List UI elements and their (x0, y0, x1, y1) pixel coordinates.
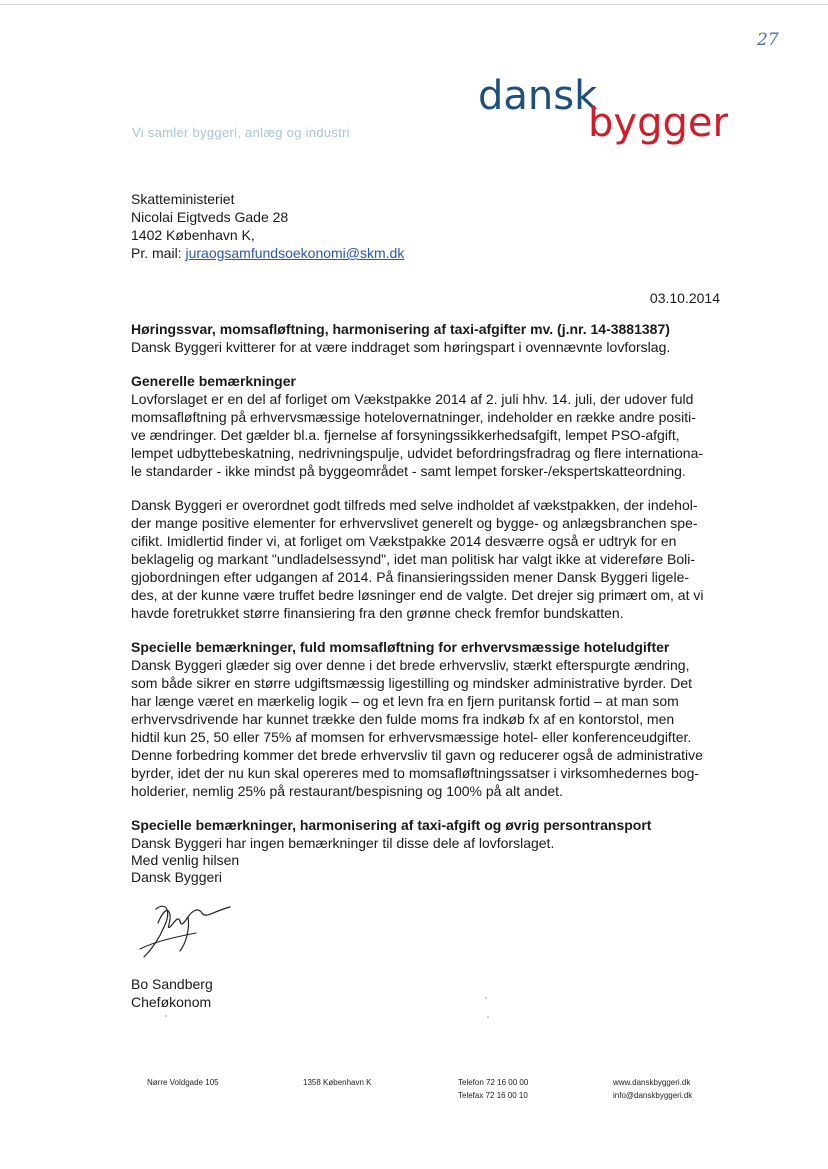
logo-tagline: Vi samler byggeri, anlæg og industri (132, 125, 350, 140)
text-line: som både sikrer en større udgiftsmæssig ligestilling og mindsker administrative byrder. Det (131, 675, 692, 691)
logo-text-dansk: dansk (478, 76, 598, 119)
footer-street: Nørre Voldgade 105 (147, 1078, 219, 1087)
text-line: le standarder - ikke mindst på byggeområdet - samt lempet forsker-/ekspertskatteordning. (131, 463, 686, 479)
footer-email[interactable]: info@danskbyggeri.dk (613, 1091, 693, 1100)
text-line: havde foretrukket større finansiering fra den grønne check fremfor bundskatten. (131, 605, 624, 621)
closing-org: Dansk Byggeri (131, 869, 223, 885)
intro-text: Dansk Byggeri kvitterer for at være inddraget som høringspart i ovennævnte lovforslag. (131, 339, 671, 355)
text-line: Lovforslaget er en del af forliget om Vækstpakke 2014 af 2. juli hhv. 14. juli, der udover fuld (131, 391, 694, 407)
recipient-address (131, 190, 404, 262)
text-line: beklagelig og markant "undladelsessynd", idet man politisk har valgt ikke at videreføre Boli- (131, 551, 695, 567)
general-section (131, 372, 721, 480)
dansk-byggeri-logo (478, 76, 728, 146)
signer-title: Cheføkonom (131, 994, 212, 1010)
text-line: Denne forbedring kommer det brede erhvervsliv til gavn og reducerer også de administrative (131, 747, 703, 763)
closing-block (131, 852, 239, 886)
handwritten-page-number: 27 (757, 30, 779, 50)
text-line: momsafløftning på erhvervsmæssige hotelovernatninger, indeholder en række andre positi- (131, 409, 696, 425)
special-hotel-section (131, 638, 721, 800)
recipient-street: Nicolai Eigtveds Gade 28 (131, 209, 289, 225)
text-line: des, at der kunne være truffet bedre løsninger end de valgte. Det drejer sig primært om, at vi (131, 587, 704, 603)
recipient-name: Skatteministeriet (131, 191, 235, 207)
recipient-email-link[interactable]: juraogsamfundsoekonomi@skm.dk (185, 245, 405, 261)
letter-date: 03.10.2014 (649, 290, 720, 306)
intro-paragraph (131, 338, 721, 356)
letter-body (131, 320, 721, 868)
scan-speck (485, 997, 487, 999)
scan-top-edge (0, 4, 828, 5)
mail-label: Pr. mail: (131, 245, 182, 261)
text-line: Dansk Byggeri glæder sig over denne i det brede erhvervsliv, stærkt efterspurgte ændring, (131, 657, 690, 673)
general-paragraph-2 (131, 496, 721, 622)
text-line: lempet udbyttebeskatning, nedrivningspulje, udvidet befordringsfradrag og flere internationa- (131, 445, 704, 461)
letter-subject: Høringssvar, momsafløftning, harmonisering af taxi-afgifter mv. (j.nr. 14-3881387) (131, 321, 670, 337)
handwritten-signature (136, 893, 236, 963)
special-hotel-heading: Specielle bemærkninger, fuld momsafløftning for erhvervsmæssige hoteludgifter (131, 639, 670, 655)
text-line: gjobordningen efter udgangen af 2014. På finansieringssiden mener Dansk Byggeri ligele- (131, 569, 690, 585)
footer-fax: Telefax 72 16 00 10 (458, 1091, 528, 1100)
logo-text-byggeri: byggeri (588, 100, 728, 146)
text-line: erhvervsdrivende har kunnet trække den fulde moms fra indkøb fx af en kontorstol, men (131, 711, 675, 727)
footer-phone-block (458, 1076, 528, 1102)
text-line: Dansk Byggeri er overordnet godt tilfreds med selve indholdet af vækstpakken, der indehol- (131, 497, 698, 513)
recipient-mail-line (131, 244, 404, 262)
text-line: ve ændringer. Det gælder bl.a. fjernelse af forsyningssikkerhedsafgift, lempet PSO-afgift, (131, 427, 680, 443)
scan-speck (487, 1016, 489, 1018)
text-line: der mange positive elementer for erhvervslivet generelt og bygge- og anlægsbranchen spe- (131, 515, 698, 531)
general-heading: Generelle bemærkninger (131, 373, 296, 389)
footer-city: 1358 København K (303, 1078, 372, 1087)
footer-contact-block (613, 1076, 692, 1102)
recipient-city: 1402 København K, (131, 227, 255, 243)
footer-web[interactable]: www.danskbyggeri.dk (613, 1078, 691, 1087)
text-line: holderier, nemlig 25% på restaurant/bespisning og 100% på alt andet. (131, 783, 563, 799)
signer-block (131, 975, 213, 1011)
text-line: byrder, idet der nu kun skal opereres med to momsafløftningssatser i virksomhedernes bog- (131, 765, 700, 781)
special-taxi-section (131, 816, 721, 852)
scan-speck (165, 1015, 167, 1017)
text-line: Dansk Byggeri har ingen bemærkninger til disse dele af lovforslaget. (131, 835, 555, 851)
text-line: har længe været en mærkelig logik – og et levn fra en fjern puritansk fortid – at man som (131, 693, 679, 709)
closing-greeting: Med venlig hilsen (131, 852, 240, 868)
text-line: cifikt. Imidlertid finder vi, at forliget om Vækstpakke 2014 desværre også er udtryk for en (131, 533, 677, 549)
footer-phone: Telefon 72 16 00 00 (458, 1078, 529, 1087)
signer-name: Bo Sandberg (131, 976, 213, 992)
special-taxi-heading: Specielle bemærkninger, harmonisering af taxi-afgift og øvrig persontransport (131, 817, 652, 833)
text-line: hidtil kun 25, 50 eller 75% af momsen for erhvervsmæssige hotel- eller konferenceudgifter. (131, 729, 692, 745)
